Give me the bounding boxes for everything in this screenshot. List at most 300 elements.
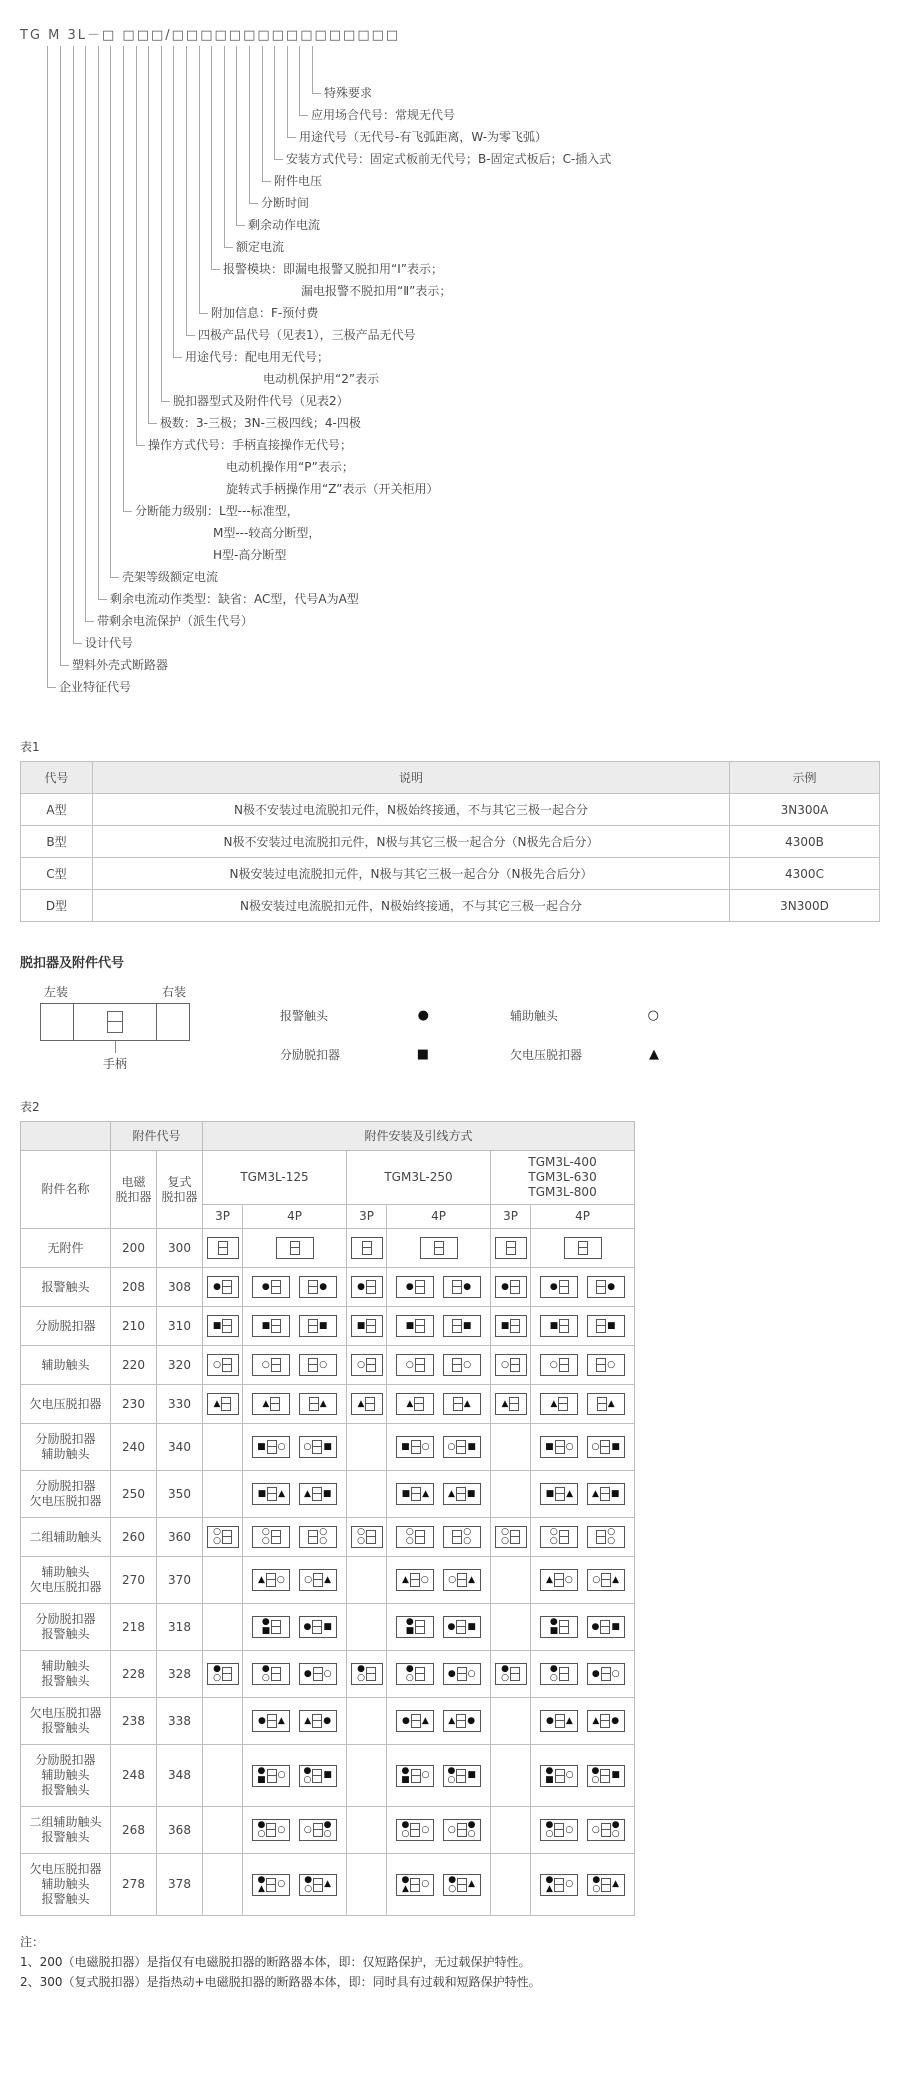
connector-line: [136, 46, 145, 446]
diagram-cell-3p: [347, 1385, 387, 1424]
breaker-mini-diagram: ● ○ ■: [443, 1765, 481, 1787]
cell: D型: [21, 890, 93, 922]
breaker-outline: [40, 1003, 190, 1041]
diagram-cell-3p: [203, 1807, 243, 1854]
connector-line: [148, 46, 157, 424]
handle-icon: [506, 1241, 516, 1255]
connector-line: [161, 46, 170, 402]
diagram-cell-4p: [243, 1854, 347, 1916]
notes: [20, 1932, 900, 1992]
cell: B型: [21, 826, 93, 858]
diagram-cell-3p: [347, 1268, 387, 1307]
diagram-cell-4p: [531, 1471, 635, 1518]
table-row: [21, 794, 880, 826]
table1: [20, 761, 880, 922]
diagram-cell-4p: [387, 1471, 491, 1518]
accessory-name: 分励脱扣器 辅助触头: [21, 1424, 111, 1471]
diagram-cell-3p: [203, 1385, 243, 1424]
handle-icon: [457, 1667, 467, 1681]
handle-icon: [554, 1878, 564, 1892]
connector-line: [186, 46, 195, 336]
breaker-mini-diagram: [564, 1237, 602, 1259]
handle-icon: [456, 1487, 466, 1501]
diagram-cell-3p: [491, 1268, 531, 1307]
legend-item: [280, 1046, 455, 1063]
accessory-name: 分励脱扣器: [21, 1307, 111, 1346]
breaker-mini-diagram: ○ ○: [495, 1526, 527, 1548]
cell: C型: [21, 858, 93, 890]
breaker-mini-diagram: ● ○: [396, 1663, 434, 1685]
breaker-mini-diagram: ○ ● ○: [299, 1819, 337, 1841]
diagram-cell-3p: [491, 1385, 531, 1424]
diagram-cell-4p: [243, 1745, 347, 1807]
breaker-mini-diagram: [495, 1237, 527, 1259]
accessory-name: 报警触头: [21, 1268, 111, 1307]
breaker-mini-diagram: ▲: [299, 1393, 337, 1415]
diagram-cell-3p: [203, 1424, 243, 1471]
diagram-cell-3p: [203, 1745, 243, 1807]
diagram-cell-3p: [491, 1307, 531, 1346]
em-code: 250: [111, 1471, 157, 1518]
code-position-label: 额定电流: [236, 240, 285, 254]
legend-symbol-icon: ■: [416, 1047, 429, 1062]
col-em-release: 电磁 脱扣器: [111, 1151, 157, 1229]
breaker-mini-diagram: ●: [587, 1276, 625, 1298]
diagram-cell-4p: [243, 1604, 347, 1651]
code-position-label: 极数：3-三极；3N-三极四线；4-四极: [160, 416, 361, 430]
handle-icon: [267, 1440, 277, 1454]
breaker-mini-diagram: ● ○: [540, 1663, 578, 1685]
handle-icon: [452, 1358, 462, 1372]
breaker-mini-diagram: ● ■: [540, 1616, 578, 1638]
handle-icon: [555, 1714, 565, 1728]
diagram-cell-3p: [491, 1698, 531, 1745]
diagram-cell-4p: [243, 1229, 347, 1268]
breaker-mini-diagram: ○ ○: [540, 1526, 578, 1548]
handle-icon: [366, 1667, 376, 1681]
connector-line: [287, 46, 296, 138]
cell: 4P: [387, 1205, 491, 1229]
breaker-mini-diagram: ● ○ ▲: [587, 1874, 625, 1896]
breaker-mini-diagram: ●: [396, 1276, 434, 1298]
diagram-cell-3p: [203, 1471, 243, 1518]
breaker-mini-diagram: [420, 1237, 458, 1259]
legend-label: 欠电压脱扣器: [510, 1048, 583, 1062]
handle-icon: [308, 1358, 318, 1372]
breaker-mini-diagram: ○ ○: [587, 1526, 625, 1548]
handle-icon: [456, 1769, 466, 1783]
handle-icon: [601, 1823, 611, 1837]
breaker-mini-diagram: ▲ ●: [443, 1710, 481, 1732]
table-row: [21, 1268, 635, 1307]
mount-labels: [40, 983, 190, 1000]
handle-icon: [555, 1769, 565, 1783]
diagram-cell-4p: [531, 1557, 635, 1604]
handle-label: 手柄: [102, 1057, 127, 1071]
diagram-cell-3p: [203, 1854, 243, 1916]
left-mount-label: 左装: [44, 985, 69, 999]
handle-icon: [457, 1878, 467, 1892]
accessory-name: 辅助触头 报警触头: [21, 1651, 111, 1698]
handle-icon: [313, 1667, 323, 1681]
handle-icon: [271, 1620, 281, 1634]
breaker-mini-diagram: ○ ● ○: [443, 1819, 481, 1841]
diagram-cell-4p: [387, 1518, 491, 1557]
breaker-mini-diagram: ●: [207, 1276, 239, 1298]
table-row: [21, 858, 880, 890]
handle-icon: [558, 1397, 568, 1411]
breaker-mini-diagram: ■ ▲: [540, 1483, 578, 1505]
cell: 3P: [347, 1205, 387, 1229]
em-code: 240: [111, 1424, 157, 1471]
table-row: [21, 1745, 635, 1807]
em-code: 260: [111, 1518, 157, 1557]
breaker-mini-diagram: ● ▲: [396, 1710, 434, 1732]
breaker-mini-diagram: ● ▲ ○: [396, 1874, 434, 1896]
legend-item: [280, 1007, 455, 1024]
handle-icon: [271, 1280, 281, 1294]
diagram-cell-3p: [491, 1651, 531, 1698]
breaker-mini-diagram: ○: [351, 1354, 383, 1376]
code-position-label: 特殊要求: [324, 86, 373, 100]
handle-icon: [600, 1620, 610, 1634]
table-row: [21, 1307, 635, 1346]
handle-icon: [452, 1280, 462, 1294]
diagram-cell-3p: [347, 1346, 387, 1385]
compound-code: 338: [157, 1698, 203, 1745]
code-position-label: 用途代号（无代号-有飞弧距离，W-为零飞弧）: [299, 130, 548, 144]
handle-icon: [554, 1573, 564, 1587]
symbol-legend: [280, 1007, 685, 1063]
table-row: [21, 1557, 635, 1604]
diagram-cell-3p: [347, 1557, 387, 1604]
breaker-mini-diagram: ● ○: [207, 1663, 239, 1685]
handle-icon: [596, 1280, 606, 1294]
em-code: 238: [111, 1698, 157, 1745]
handle-icon: [312, 1440, 322, 1454]
handle-icon: [222, 1280, 232, 1294]
handle-icon: [559, 1280, 569, 1294]
breaker-mini-diagram: ■: [252, 1315, 290, 1337]
handle-icon: [453, 1397, 463, 1411]
breaker-mini-diagram: ▲ ■: [299, 1483, 337, 1505]
breaker-mini-diagram: ▲ ○: [252, 1569, 290, 1591]
handle-icon: [410, 1878, 420, 1892]
cell: 说明: [93, 762, 730, 794]
handle-icon: [312, 1620, 322, 1634]
breaker-mini-diagram: ● ■ ○: [252, 1765, 290, 1787]
diagram-cell-3p: [347, 1698, 387, 1745]
handle-icon: [266, 1823, 276, 1837]
handle-icon: [559, 1620, 569, 1634]
diagram-cell-4p: [387, 1604, 491, 1651]
code-position-label: 四极产品代号（见表1），三极产品无代号: [198, 328, 416, 342]
diagram-cell-3p: [491, 1229, 531, 1268]
handle-icon: [308, 1319, 318, 1333]
code-position-label: 带剩余电流保护（派生代号）: [97, 614, 254, 628]
breaker-mini-diagram: ■ ○: [252, 1436, 290, 1458]
em-code: 268: [111, 1807, 157, 1854]
handle-icon: [366, 1530, 376, 1544]
breaker-mini-diagram: ●: [252, 1276, 290, 1298]
code-position-label: 附件电压: [274, 174, 323, 188]
diagram-cell-4p: [243, 1557, 347, 1604]
notes-title: 注：: [20, 1935, 45, 1949]
handle-icon: [596, 1530, 606, 1544]
handle-icon: [366, 1280, 376, 1294]
breaker-mini-diagram: ○ ○: [351, 1526, 383, 1548]
diagram-cell-4p: [243, 1307, 347, 1346]
breaker-mini-diagram: ○ ▲: [299, 1569, 337, 1591]
breaker-mini-diagram: ▲: [495, 1393, 527, 1415]
breaker-mini-diagram: ○: [299, 1354, 337, 1376]
table1-caption: 表1: [20, 740, 40, 754]
handle-icon: [555, 1487, 565, 1501]
cell: 3P: [491, 1205, 531, 1229]
em-code: 270: [111, 1557, 157, 1604]
cell: 3P: [203, 1205, 243, 1229]
accessory-name: 分励脱扣器 辅助触头 报警触头: [21, 1745, 111, 1807]
handle-icon: [308, 1280, 318, 1294]
diagram-cell-4p: [531, 1229, 635, 1268]
col-frame-size: TGM3L-250: [347, 1151, 491, 1205]
diagram-cell-3p: [203, 1268, 243, 1307]
handle-icon: [313, 1878, 323, 1892]
handle-icon: [271, 1319, 281, 1333]
diagram-cell-3p: [491, 1471, 531, 1518]
breaker-mini-diagram: ● ○ ○: [252, 1819, 290, 1841]
handle-icon: [222, 1358, 232, 1372]
breaker-mini-diagram: ●: [443, 1276, 481, 1298]
breaker-mini-diagram: ■: [443, 1315, 481, 1337]
code-position-label: 脱扣器型式及附件代号（见表2）: [173, 394, 349, 408]
connector-line: [274, 46, 283, 160]
legend-symbol-icon: ●: [417, 1008, 429, 1023]
table-row: [21, 1424, 635, 1471]
diagram-cell-3p: [347, 1471, 387, 1518]
diagram-cell-4p: [387, 1268, 491, 1307]
table-row: [21, 1604, 635, 1651]
breaker-mini-diagram: ▲: [351, 1393, 383, 1415]
connector-line: [199, 46, 208, 314]
code-position-label: 分断时间: [261, 196, 310, 210]
handle-icon: [509, 1397, 519, 1411]
breaker-mini-diagram: ○ ● ○: [587, 1819, 625, 1841]
connector-line: [249, 46, 258, 204]
breaker-mini-diagram: ○: [207, 1354, 239, 1376]
diagram-cell-3p: [347, 1651, 387, 1698]
handle-icon: [415, 1667, 425, 1681]
breaker-mini-diagram: ● ○: [299, 1663, 337, 1685]
breaker-mini-diagram: [351, 1237, 383, 1259]
code-position-label: 设计代号: [85, 636, 134, 650]
handle-icon: [266, 1878, 276, 1892]
compound-code: 320: [157, 1346, 203, 1385]
handle-icon: [559, 1530, 569, 1544]
breaker-figure: [40, 983, 190, 1072]
diagram-cell-3p: [203, 1229, 243, 1268]
breaker-mini-diagram: ○: [252, 1354, 290, 1376]
cell: 附件安装及引线方式: [203, 1122, 635, 1151]
diagram-cell-3p: [347, 1854, 387, 1916]
diagram-cell-4p: [243, 1346, 347, 1385]
breaker-mini-diagram: ● ○: [495, 1663, 527, 1685]
handle-icon: [601, 1878, 611, 1892]
code-position-label: 附加信息：F-预付费: [211, 306, 319, 320]
accessory-name: 欠电压脱扣器 报警触头: [21, 1698, 111, 1745]
cell: N极安装过电流脱扣元件，N极与其它三极一起合分（N极先合后分）: [93, 858, 730, 890]
breaker-mini-diagram: ○: [540, 1354, 578, 1376]
diagram-cell-3p: [203, 1698, 243, 1745]
code-position-label: 壳架等级额定电流: [122, 570, 219, 584]
diagram-cell-4p: [387, 1854, 491, 1916]
handle-icon: [410, 1823, 420, 1837]
handle-icon: [365, 1397, 375, 1411]
diagram-cell-4p: [243, 1807, 347, 1854]
handle-icon: [597, 1397, 607, 1411]
em-code: 210: [111, 1307, 157, 1346]
cell: N极不安装过电流脱扣元件，N极与其它三极一起合分（N极先合后分）: [93, 826, 730, 858]
em-code: 230: [111, 1385, 157, 1424]
handle-icon: [313, 1573, 323, 1587]
table-row: [21, 1807, 635, 1854]
breaker-mini-diagram: ■: [299, 1315, 337, 1337]
handle-icon: [411, 1487, 421, 1501]
diagram-cell-3p: [347, 1604, 387, 1651]
breaker-mini-diagram: ○ ■: [443, 1436, 481, 1458]
diagram-cell-3p: [491, 1424, 531, 1471]
handle-icon: [596, 1358, 606, 1372]
breaker-mini-diagram: ● ○ ▲: [443, 1874, 481, 1896]
diagram-cell-3p: [491, 1854, 531, 1916]
breaker-mini-diagram: ▲: [540, 1393, 578, 1415]
diagram-cell-3p: [491, 1346, 531, 1385]
cell: 示例: [730, 762, 880, 794]
breaker-mini-diagram: ■: [351, 1315, 383, 1337]
breaker-mini-diagram: ● ▲ ○: [252, 1874, 290, 1896]
cell: 3N300D: [730, 890, 880, 922]
breaker-mini-diagram: ● ○: [252, 1663, 290, 1685]
handle-icon: [366, 1319, 376, 1333]
handle-icon: [415, 1620, 425, 1634]
cell: 4P: [243, 1205, 347, 1229]
diagram-cell-3p: [203, 1604, 243, 1651]
breaker-mini-diagram: [276, 1237, 314, 1259]
accessory-name: 分励脱扣器 报警触头: [21, 1604, 111, 1651]
accessory-name: 辅助触头 欠电压脱扣器: [21, 1557, 111, 1604]
compound-code: 300: [157, 1229, 203, 1268]
handle-icon: [267, 1487, 277, 1501]
table2: [20, 1121, 635, 1916]
handle-icon: [270, 1397, 280, 1411]
breaker-mini-diagram: ■ ○: [396, 1436, 434, 1458]
legend-item: [510, 1007, 685, 1024]
connector-line: [98, 46, 107, 600]
breaker-mini-diagram: ○: [396, 1354, 434, 1376]
breaker-mini-diagram: ●: [495, 1276, 527, 1298]
connector-line: [60, 46, 69, 666]
cell: N极不安装过电流脱扣元件，N极始终接通，不与其它三极一起合分: [93, 794, 730, 826]
breaker-mini-diagram: ■: [207, 1315, 239, 1337]
handle-icon: [434, 1241, 444, 1255]
connector-line: [173, 46, 182, 358]
diagram-cell-4p: [387, 1424, 491, 1471]
accessory-name: 无附件: [21, 1229, 111, 1268]
diagram-cell-4p: [531, 1268, 635, 1307]
handle-icon: [600, 1440, 610, 1454]
accessory-name: 欠电压脱扣器: [21, 1385, 111, 1424]
handle-icon: [222, 1319, 232, 1333]
handle-icon: [411, 1769, 421, 1783]
breaker-mini-diagram: ○ ○: [443, 1526, 481, 1548]
cell: 4300C: [730, 858, 880, 890]
diagram-cell-4p: [387, 1651, 491, 1698]
handle-icon: [218, 1241, 228, 1255]
table-row: [21, 1346, 635, 1385]
left-compartment: [41, 1004, 74, 1040]
handle-icon: [309, 1397, 319, 1411]
page: [0, 18, 900, 2016]
diagram-cell-3p: [347, 1307, 387, 1346]
handle-icon: [600, 1487, 610, 1501]
handle-icon: [410, 1573, 420, 1587]
col-accessory-name: 附件名称: [21, 1151, 111, 1229]
code-position-label: 企业特征代号: [59, 680, 132, 694]
handle-pointer-line: [115, 1041, 116, 1053]
handle-icon: [554, 1823, 564, 1837]
handle-icon: [559, 1667, 569, 1681]
diagram-cell-4p: [531, 1424, 635, 1471]
accessory-figure-row: [40, 983, 900, 1072]
compound-code: 370: [157, 1557, 203, 1604]
handle-icon: [414, 1397, 424, 1411]
breaker-mini-diagram: ● ○ ■: [587, 1765, 625, 1787]
breaker-mini-diagram: ● ■: [396, 1616, 434, 1638]
diagram-cell-3p: [491, 1604, 531, 1651]
breaker-mini-diagram: ▲: [396, 1393, 434, 1415]
handle-icon: [456, 1714, 466, 1728]
compound-code: 348: [157, 1745, 203, 1807]
code-position-label: 剩余电流动作类型：缺省：AC型，代号A为A型: [110, 592, 359, 606]
breaker-mini-diagram: ■ ▲: [396, 1483, 434, 1505]
code-position-label: 安装方式代号：固定式板前无代号；B-固定式板后；C-插入式: [286, 152, 612, 166]
handle-icon: [221, 1397, 231, 1411]
handle-icon: [222, 1667, 232, 1681]
breaker-mini-diagram: ▲ ○: [396, 1569, 434, 1591]
breaker-mini-diagram: ▲ ■: [587, 1483, 625, 1505]
table-row: [21, 1854, 635, 1916]
compound-code: 310: [157, 1307, 203, 1346]
breaker-mini-diagram: ○ ■: [299, 1436, 337, 1458]
breaker-mini-diagram: ▲: [207, 1393, 239, 1415]
handle-icon: [271, 1530, 281, 1544]
handle-icon: [308, 1530, 318, 1544]
breaker-mini-diagram: ○ ○: [207, 1526, 239, 1548]
handle-icon: [366, 1358, 376, 1372]
handle-icon: [290, 1241, 300, 1255]
compound-code: 318: [157, 1604, 203, 1651]
breaker-mini-diagram: ○ ▲: [443, 1569, 481, 1591]
col-compound-release: 复式 脱扣器: [157, 1151, 203, 1229]
connector-line: [224, 46, 233, 248]
handle-icon: [415, 1530, 425, 1544]
em-code: 228: [111, 1651, 157, 1698]
diagram-cell-4p: [531, 1854, 635, 1916]
cell: A型: [21, 794, 93, 826]
diagram-cell-4p: [531, 1698, 635, 1745]
breaker-mini-diagram: ● ▲ ○: [540, 1874, 578, 1896]
diagram-cell-4p: [531, 1807, 635, 1854]
